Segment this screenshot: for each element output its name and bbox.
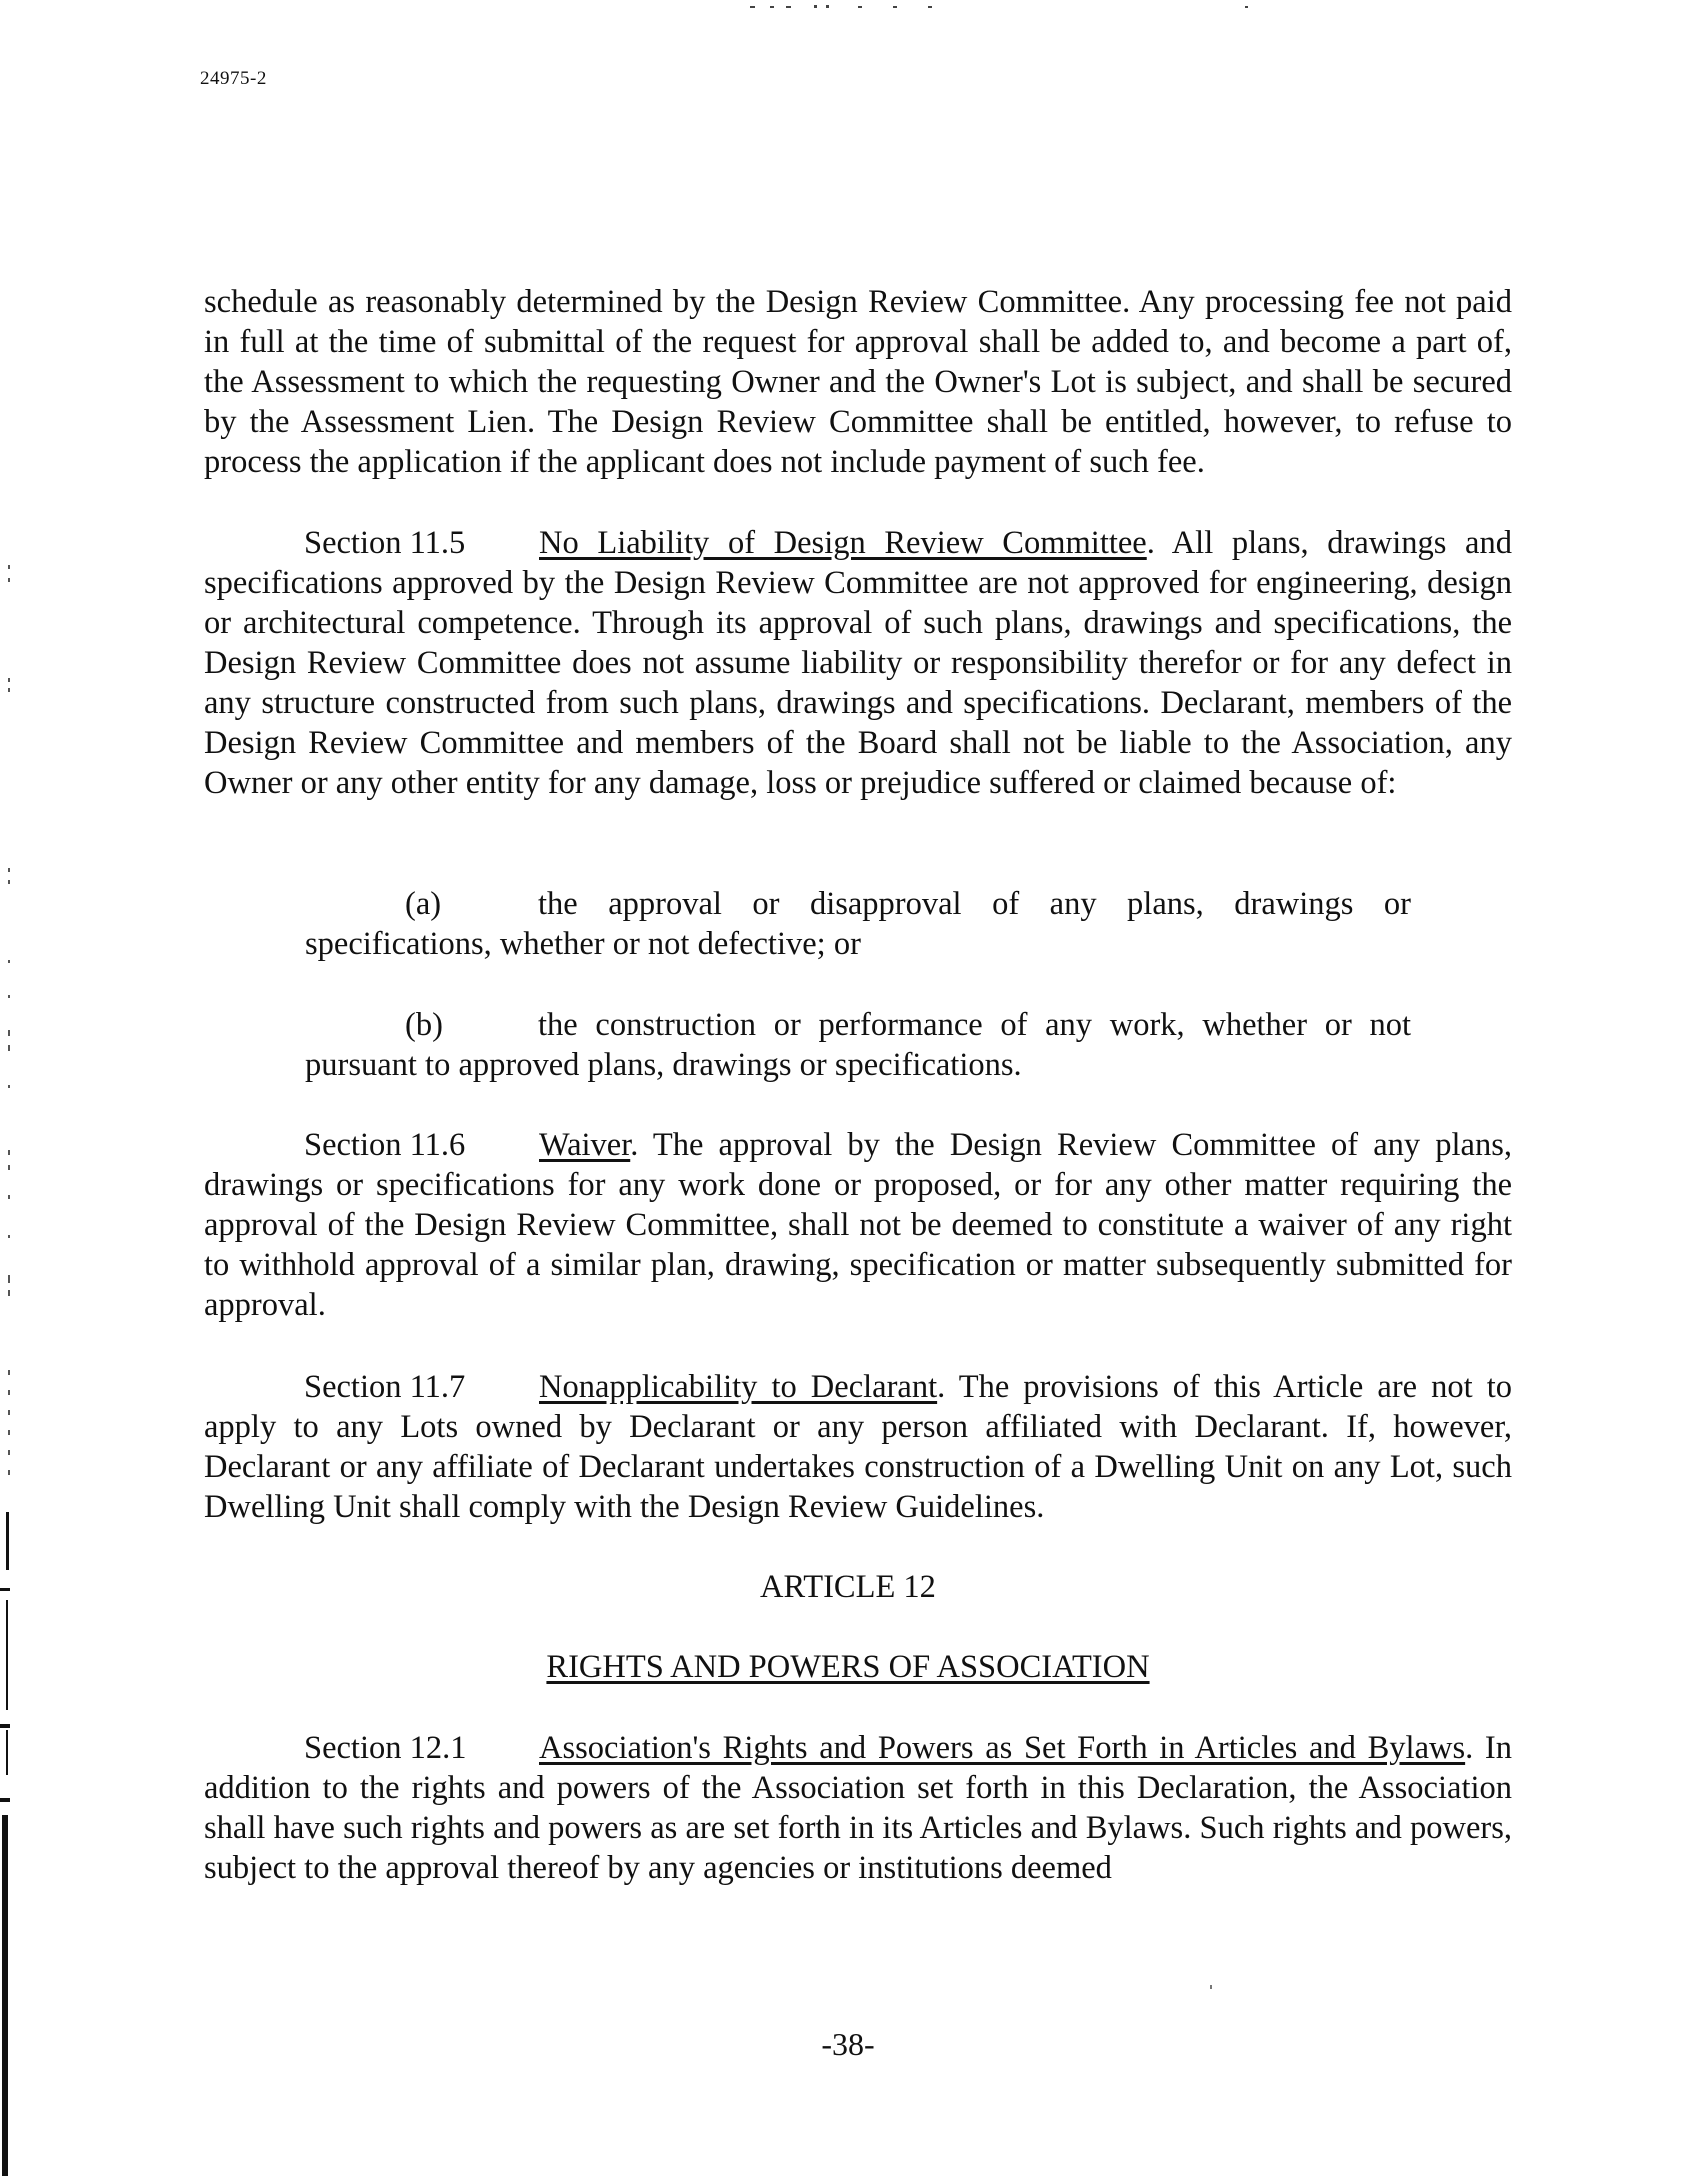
section-heading: Nonapplicability to Declarant <box>539 1369 938 1405</box>
page-number: -38- <box>821 2026 875 2062</box>
article-number: ARTICLE 12 <box>760 1569 936 1605</box>
section-number: Section 11.6 <box>304 1127 466 1163</box>
document-id: 24975-2 <box>200 68 267 89</box>
section-text: . The provisions of this Article are not to apply to any Lots owned by Declarant or any person affiliated with Declarant. If, however, Declarant or any affiliate of Declarant undertakes construction of a Dwelling Unit on any Lot, such Dwelling Unit shall comply with the Design Review Guidelines. <box>204 1369 1512 1525</box>
list-item-b <box>305 1005 1411 1085</box>
section-12-1 <box>204 1728 1512 1888</box>
article-title-text: RIGHTS AND POWERS OF ASSOCIATION <box>546 1649 1150 1685</box>
section-text: . The approval by the Design Review Committee of any plans, drawings or specifications for any work done or proposed, or for any other matter requiring the approval of the Design Review Committee, shall not be deemed to constitute a waiver of any right to withhold approval of a similar plan, drawing, specification or matter subsequently submitted for approval. <box>204 1127 1512 1323</box>
section-number: Section 11.5 <box>304 525 466 561</box>
section-text: . All plans, drawings and specifications approved by the Design Review Committee are not approved for engineering, design or architectural competence. Through its approval of such plans, drawings and specifications, the Design Review Committee does not assume liability or responsibility therefor or for any defect in any structure constructed from such plans, drawings and specifications. Declarant, members of the Design Review Committee and members of the Board shall not be liable to the Association, any Owner or any other entity for any damage, loss or prejudice suffered or claimed because of: <box>204 525 1512 801</box>
list-item-a <box>305 884 1411 964</box>
section-number: Section 12.1 <box>304 1730 467 1766</box>
continued-paragraph: schedule as reasonably determined by the Design Review Committee. Any processing fee not paid in full at the time of submittal of the request for approval shall be added to, and become a part of, the Assessment to which the requesting Owner and the Owner's Lot is subject, and shall be secured by the Assessment Lien. The Design Review Committee shall be entitled, however, to refuse to process the application if the applicant does not include payment of such fee. <box>204 284 1512 480</box>
section-heading: No Liability of Design Review Committee <box>539 525 1147 561</box>
list-item-label: (b) <box>405 1007 443 1043</box>
section-11-7 <box>204 1367 1512 1527</box>
section-number: Section 11.7 <box>304 1369 466 1405</box>
list-item-label: (a) <box>405 886 442 922</box>
section-11-5 <box>204 523 1512 803</box>
section-text: . In addition to the rights and powers of the Association set forth in this Declaration, the Association shall have such rights and powers as are set forth in its Articles and Bylaws. Such rights and powers, subject to the approval thereof by any agencies or institutions deemed <box>204 1730 1513 1886</box>
list-item-text: the approval or disapproval of any plans, drawings or specifications, whether or not defective; or <box>305 886 1411 962</box>
section-11-6 <box>204 1125 1512 1325</box>
section-heading: Waiver <box>539 1127 631 1163</box>
article-title <box>0 1647 1696 1687</box>
list-item-text: the construction or performance of any work, whether or not pursuant to approved plans, drawings or specifications. <box>305 1007 1411 1083</box>
section-heading: Association's Rights and Powers as Set Forth in Articles and Bylaws <box>539 1730 1466 1766</box>
